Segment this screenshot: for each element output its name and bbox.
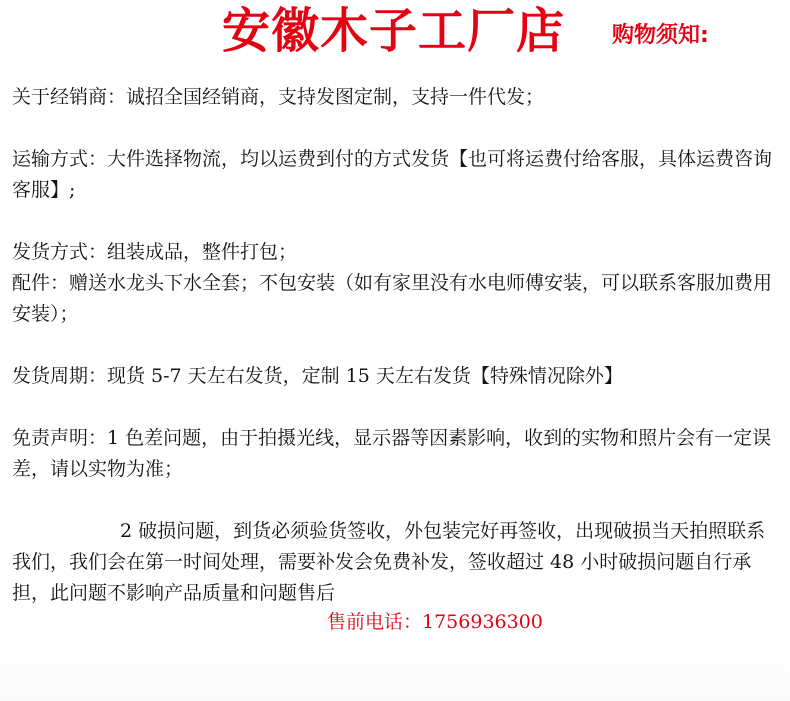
spacer [12,485,784,516]
spacer [12,330,784,361]
delivery-method-paragraph: 发货方式：组装成品，整件打包； [12,241,298,263]
accessories-paragraph: 配件：赠送水龙头下水全套；不包安装（如有家里没有水电师傅安装，可以联系客服加费用安装）； [12,272,773,325]
disclaimer-damage-paragraph: 2 破损问题，到货必须验货签收，外包装完好再签收，出现破损当天拍照联系我们，我们会在第一时间处理，需要补发会免费补发，签收超过 48 小时破损问题自行承担，此问题不影响产品质量和问题售后 [12,520,766,604]
shopping-notice-title: 购物须知: [612,23,709,48]
delivery-cycle-paragraph: 发货周期：现货 5-7 天左右发货，定制 15 天左右发货【特殊情况除外】 [12,365,623,387]
dealer-paragraph: 关于经销商：诚招全国经销商，支持发图定制，支持一件代发； [12,86,545,108]
spacer [12,206,784,237]
spacer [12,392,784,423]
shipping-method-paragraph: 运输方式：大件选择物流，均以运费到付的方式发货【也可将运费付给客服，具体运费咨询客服】; [12,148,773,201]
presale-phone-row [0,607,790,639]
spacer [12,113,784,144]
bottom-fade [0,640,790,701]
shop-title: 安徽木子工厂店 [222,3,566,59]
disclaimer-color-paragraph: 免责声明：1 色差问题，由于拍摄光线，显示器等因素影响，收到的实物和照片会有一定误差，请以实物为准； [12,427,772,480]
notice-content [12,82,784,609]
presale-phone: 售前电话：1756936300 [327,611,543,633]
header [0,0,790,66]
